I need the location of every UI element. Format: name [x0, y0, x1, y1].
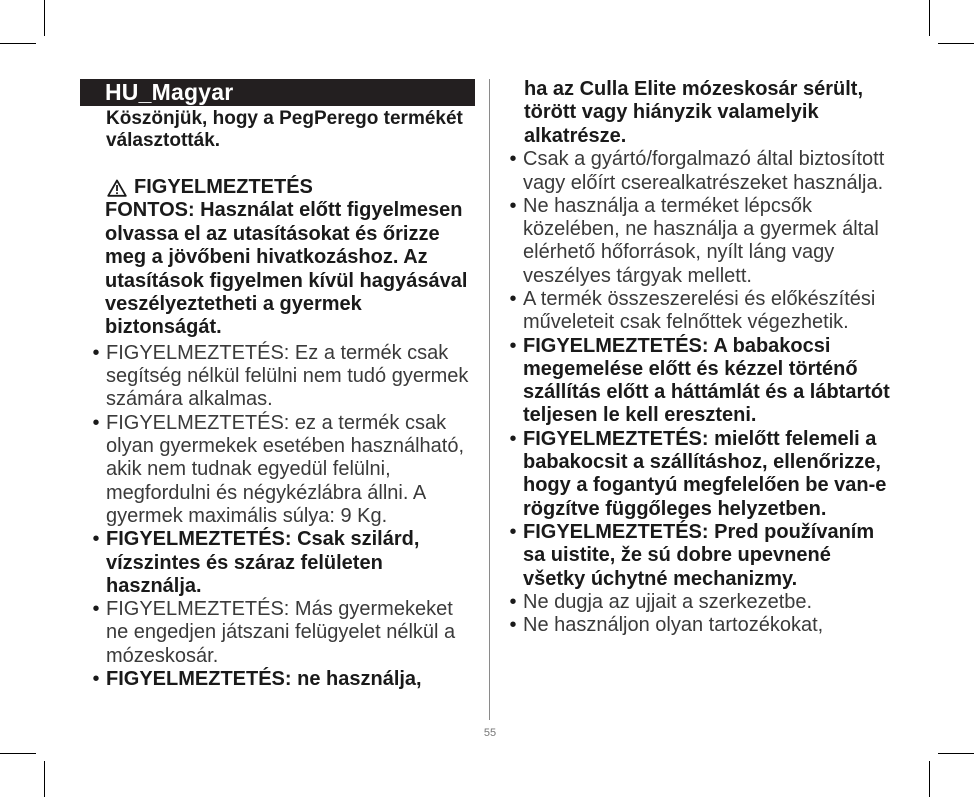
page-number: 55 — [483, 727, 497, 739]
bullet: • — [509, 334, 517, 357]
warning-triangle-icon — [107, 179, 127, 197]
list-item — [506, 148, 896, 195]
bullet: • — [509, 194, 517, 217]
warning-title: FIGYELMEZTETÉS — [134, 176, 313, 198]
warning-block — [105, 176, 474, 340]
right-column — [506, 78, 896, 637]
list-item — [89, 342, 474, 412]
list-item — [506, 521, 896, 591]
warning-text: FONTOS: Használat előtt figyelmesen olvassa el az utasításokat és őrizze meg a jövőbeni hivatkozáshoz. Az utasítások figyelmen kívül hagyásával veszélyeztetheti a gyermek biztonságát. — [105, 199, 468, 339]
crop-mark — [0, 43, 36, 44]
list-item — [506, 335, 896, 428]
crop-mark — [44, 0, 45, 36]
language-header-bar — [80, 79, 475, 106]
list-item-text: FIGYELMEZTETÉS: A babakocsi megemelése előtt és kézzel történő szállítás előtt a háttámlát és a lábtartót teljesen le kell ereszteni. — [523, 334, 890, 427]
language-title: HU_Magyar — [105, 79, 234, 105]
crop-mark — [929, 0, 930, 36]
crop-mark — [938, 43, 974, 44]
bullet: • — [509, 427, 517, 450]
left-column — [89, 108, 474, 691]
right-bullet-list — [506, 148, 896, 637]
bullet: • — [92, 341, 100, 364]
list-item-text: Csak a gyártó/forgalmazó által biztosított vagy előírt cserealkatrészeket használja. — [523, 148, 885, 194]
list-item-text: Ne használjon olyan tartozékokat, — [523, 614, 824, 637]
list-item — [89, 528, 474, 598]
list-item-text: FIGYELMEZTETÉS: Ez a termék csak segítség nélkül felülni nem tudó gyermek számára alkalmas. — [106, 341, 469, 411]
bullet: • — [509, 148, 517, 171]
bullet: • — [509, 590, 517, 613]
bullet: • — [92, 411, 100, 434]
left-bullet-list — [89, 342, 474, 691]
bullet: • — [92, 668, 100, 690]
list-item — [89, 412, 474, 528]
list-item-text: FIGYELMEZTETÉS: Csak szilárd, vízszintes és száraz felületen használja. — [106, 528, 420, 597]
list-item — [89, 668, 474, 691]
list-item-text: FIGYELMEZTETÉS: ne használja, — [106, 668, 422, 690]
list-item-text: Ne használja a terméket lépcsők közelében, ne használja a gyermek által elérhető hőforrások, nyílt láng vagy veszélyes tárgyak mellett. — [523, 194, 879, 287]
list-item-text: A termék összeszerelési és előkészítési műveleteit csak felnőttek végezhetik. — [523, 288, 876, 334]
list-item — [506, 614, 896, 637]
bullet: • — [509, 288, 517, 310]
column-divider — [489, 79, 490, 720]
bullet: • — [509, 614, 517, 637]
bullet: • — [92, 528, 100, 551]
list-item — [89, 598, 474, 668]
crop-mark — [44, 761, 45, 797]
thanks-text: Köszönjük, hogy a PegPerego termékét választották. — [106, 108, 463, 151]
continued-warning-text: ha az Culla Elite mózeskosár sérült, törött vagy hiányzik valamelyik alkatrésze. — [524, 78, 864, 147]
crop-mark — [0, 753, 36, 754]
warning-heading — [105, 176, 474, 199]
bullet: • — [509, 520, 517, 543]
list-item — [506, 428, 896, 521]
list-item-text: Ne dugja az ujjait a szerkezetbe. — [523, 590, 813, 613]
crop-mark — [938, 753, 974, 754]
list-item — [506, 195, 896, 288]
crop-mark — [929, 761, 930, 797]
list-item — [506, 591, 896, 614]
list-item-text: FIGYELMEZTETÉS: Pred používaním sa uistite, že sú dobre upevnené všetky úchytné mechanizmy. — [523, 520, 875, 590]
list-item-text: FIGYELMEZTETÉS: Más gyermekeket ne engedjen játszani felügyelet nélkül a mózeskosár. — [106, 598, 456, 667]
list-item-text: FIGYELMEZTETÉS: mielőtt felemeli a babakocsit a szállításhoz, ellenőrizze, hogy a fogantyú megfelelően be van-e rögzítve függőleges helyzetben. — [523, 427, 887, 520]
list-item — [506, 288, 896, 335]
bullet: • — [92, 598, 100, 621]
list-item-text: FIGYELMEZTETÉS: ez a termék csak olyan gyermekek esetében használható, akik nem tudnak egyedül felülni, megfordulni és négykézlábra állni. A gyermek maximális súlya: 9 Kg. — [106, 411, 465, 527]
